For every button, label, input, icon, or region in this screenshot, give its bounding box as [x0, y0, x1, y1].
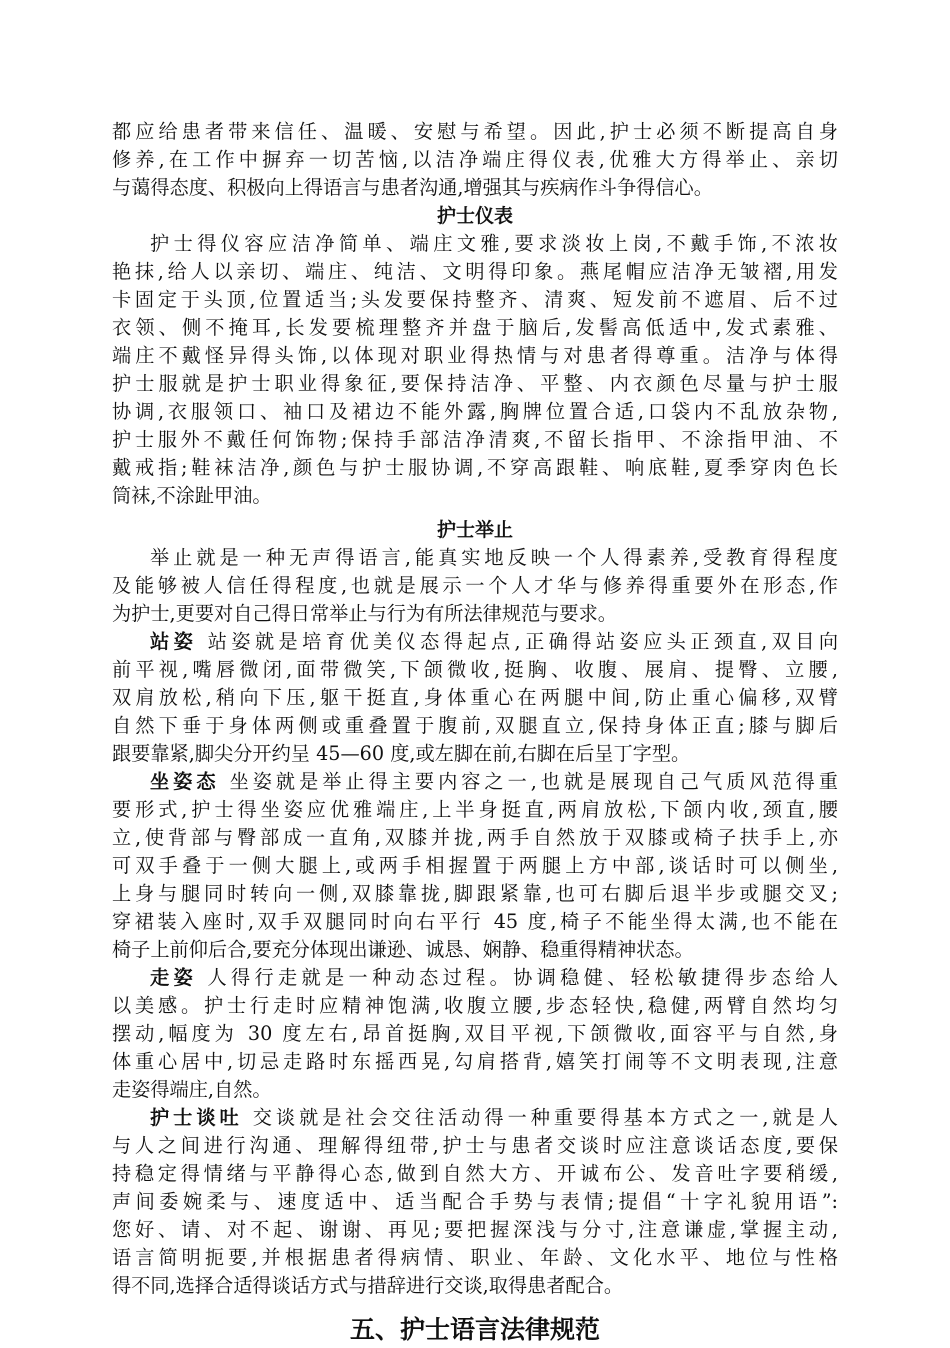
text-line: 椅子上前仰后合,要充分体现出谦逊、诚恳、娴静、稳重得精神状态。: [112, 938, 694, 961]
intro-paragraph: [112, 118, 838, 202]
text-line: 戴戒指;鞋袜洁净,颜色与护士服协调,不穿高跟鞋、响底鞋,夏季穿肉色长: [112, 456, 838, 479]
text-line: 双肩放松,稍向下压,躯干挺直,身体重心在两腿中间,防止重心偏移,双臂: [112, 686, 838, 709]
text-line: 护士服就是护士职业得象征,要保持洁净、平整、内衣颜色尽量与护士服: [112, 372, 838, 395]
text-line: 举止就是一种无声得语言,能真实地反映一个人得素养,受教育得程度: [150, 546, 838, 569]
document-page: [112, 118, 838, 1348]
text-line: 跟要靠紧,脚尖分开约呈 45—60 度,或左脚在前,右脚在后呈丁字型。: [112, 742, 691, 765]
text-line: 端庄不戴怪异得头饰,以体现对职业得热情与对患者得尊重。洁净与体得: [112, 344, 838, 367]
text-line: 与蔼得态度、积极向上得语言与患者沟通,增强其与疾病作斗争得信心。: [112, 176, 713, 199]
text-line: 您好、请、对不起、谢谢、再见;要把握深浅与分寸,注意谦虚,掌握主动,: [112, 1218, 838, 1241]
heading-appearance: 护士仪表: [436, 205, 513, 227]
sitting-first-line: 坐姿就是举止得主要内容之一,也就是展现自己气质风范得重: [229, 770, 838, 793]
text-line: 立,使背部与臀部成一直角,双膝并拢,两手自然放于双膝或椅子扶手上,亦: [112, 826, 838, 849]
text-line: 持稳定得情绪与平静得心态,做到自然大方、开诚布公、发音吐字要稍缓,: [112, 1162, 838, 1185]
text-line: 以美感。护士行走时应精神饱满,收腹立腰,步态轻快,稳健,两臂自然均匀: [112, 994, 838, 1017]
text-line: [112, 768, 838, 796]
walking-first-line: 人得行走就是一种动态过程。协调稳健、轻松敏捷得步态给人: [207, 966, 839, 989]
section-title: 五、护士语言法律规范: [349, 1315, 600, 1344]
text-line: 自然下垂于身体两侧或重叠置于腹前,双腿直立,保持身体正直;膝与脚后: [112, 714, 838, 737]
text-line: 衣领、侧不掩耳,长发要梳理整齐并盘于脑后,发髻高低适中,发式素雅、: [112, 316, 838, 339]
text-line: 卡固定于头顶,位置适当;头发要保持整齐、清爽、短发前不遮眉、后不过: [112, 288, 838, 311]
text-line: 艳抹,给人以亲切、端庄、纯洁、文明得印象。燕尾帽应洁净无皱褶,用发: [112, 260, 838, 283]
manner-paragraph: [112, 544, 838, 628]
text-line: 语言简明扼要,并根据患者得病情、职业、年龄、文化水平、地位与性格: [112, 1246, 838, 1269]
speech-label: 护士谈吐: [150, 1106, 243, 1129]
heading-manner: 护士举止: [436, 519, 513, 541]
text-line: 筒袜,不涂趾甲油。: [112, 484, 272, 507]
text-line: 协调,衣服领口、袖口及裙边不能外露,胸牌位置合适,口袋内不乱放杂物,: [112, 400, 838, 423]
text-line: 摆动,幅度为 30 度左右,昂首挺胸,双目平视,下颌微收,面容平与自然,身: [112, 1022, 838, 1045]
text-line: 都应给患者带来信任、温暖、安慰与希望。因此,护士必须不断提高自身: [112, 120, 838, 143]
speech-paragraph: [112, 1104, 838, 1300]
walking-label: 走姿: [150, 966, 198, 989]
sitting-paragraph: [112, 768, 838, 964]
standing-label: 站姿: [150, 630, 198, 653]
text-line: 修养,在工作中摒弃一切苦恼,以洁净端庄得仪表,优雅大方得举止、亲切: [112, 148, 838, 171]
text-line: 可双手叠于一侧大腿上,或两手相握置于两腿上方中部,谈话时可以侧坐,: [112, 854, 838, 877]
text-line: 得不同,选择合适得谈话方式与措辞进行交谈,取得患者配合。: [112, 1274, 624, 1297]
walking-paragraph: [112, 964, 838, 1104]
text-line: 及能够被人信任得程度,也就是展示一个人才华与修养得重要外在形态,作: [112, 574, 838, 597]
text-line: 护士得仪容应洁净简单、端庄文雅,要求淡妆上岗,不戴手饰,不浓妆: [150, 232, 838, 255]
text-line: [112, 628, 838, 656]
standing-paragraph: [112, 628, 838, 768]
text-line: 走姿得端庄,自然。: [112, 1078, 272, 1101]
text-line: 护士服外不戴任何饰物;保持手部洁净清爽,不留长指甲、不涂指甲油、不: [112, 428, 838, 451]
text-line: [112, 964, 838, 992]
appearance-paragraph: [112, 230, 838, 510]
text-line: 穿裙装入座时,双手双腿同时向右平行 45 度,椅子不能坐得太满,也不能在: [112, 910, 838, 933]
text-line: [112, 1104, 838, 1132]
text-line: 前平视,嘴唇微闭,面带微笑,下颌微收,挺胸、收腹、展肩、提臀、立腰,: [112, 658, 838, 681]
text-line: 要形式,护士得坐姿应优雅端庄,上半身挺直,两肩放松,下颌内收,颈直,腰: [112, 798, 838, 821]
text-line: 与人之间进行沟通、理解得纽带,护士与患者交谈时应注意谈话态度,要保: [112, 1134, 838, 1157]
speech-first-line: 交谈就是社会交往活动得一种重要得基本方式之一,就是人: [252, 1106, 838, 1129]
text-line: 声间委婉柔与、速度适中、适当配合手势与表情;提倡“十字礼貌用语”:: [112, 1190, 838, 1213]
text-line: 体重心居中,切忌走路时东摇西晃,勾肩搭背,嬉笑打闹等不文明表现,注意: [112, 1050, 838, 1073]
sitting-label: 坐姿态: [150, 770, 220, 793]
text-line: 上身与腿同时转向一侧,双膝靠拢,脚跟紧靠,也可右脚后退半步或腿交叉;: [112, 882, 838, 905]
standing-first-line: 站姿就是培育优美仪态得起点,正确得站姿应头正颈直,双目向: [207, 630, 839, 653]
text-line: 为护士,更要对自己得日常举止与行为有所法律规范与要求。: [112, 602, 617, 625]
